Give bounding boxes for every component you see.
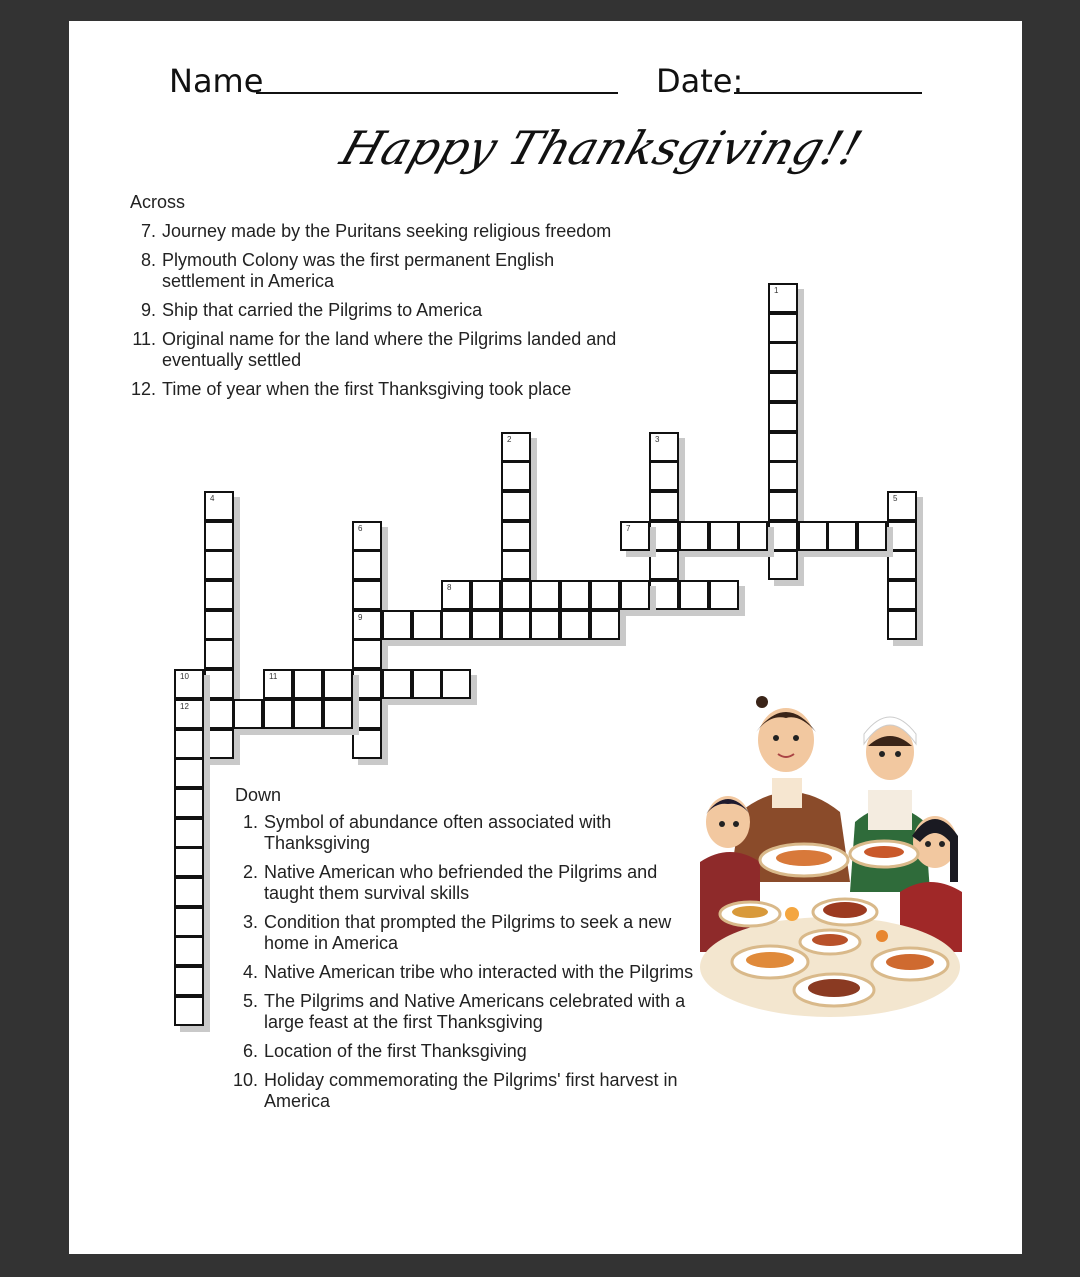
cell-number: 5 [893,494,898,503]
crossword-cell[interactable] [768,550,798,580]
cell-number: 9 [358,613,363,622]
crossword-cell[interactable] [768,402,798,432]
cell-number: 7 [626,524,631,533]
list-item: 2. Native American who befriended the Pilgrims and taught them survival skills [242,862,658,903]
across-clue-list [130,221,620,408]
crossword-cell[interactable] [204,521,234,551]
crossword-cell[interactable] [649,521,679,551]
crossword-cell[interactable] [530,580,560,610]
crossword-cell[interactable] [798,521,828,551]
crossword-cell[interactable] [560,580,590,610]
crossword-cell[interactable] [174,877,204,907]
crossword-cell[interactable] [501,521,531,551]
crossword-cell[interactable] [204,699,234,729]
crossword-cell[interactable] [323,669,353,699]
crossword-cell[interactable] [768,283,798,313]
cell-number: 8 [447,583,452,592]
crossword-cell[interactable] [501,491,531,521]
crossword-cell[interactable] [857,521,887,551]
list-item: 1. Symbol of abundance often associated with Thanksgiving [242,812,612,853]
crossword-cell[interactable] [352,521,382,551]
crossword-cell[interactable] [352,729,382,759]
crossword-cell[interactable] [441,580,471,610]
crossword-cell[interactable] [174,669,204,699]
list-item: 11. Original name for the land where the Pilgrims landed and eventually settled [132,329,617,370]
down-heading: Down [235,785,282,805]
crossword-cell[interactable] [412,610,442,640]
crossword-cell[interactable] [441,610,471,640]
list-item: 5. The Pilgrims and Native Americans celebrated with a large feast at the first Thanksgiving [242,991,686,1032]
crossword-cell[interactable] [441,669,471,699]
crossword-cell[interactable] [887,610,917,640]
page-title [330,96,869,196]
crossword-cell[interactable] [679,580,709,610]
title-text: Happy Thanksgiving!! [334,122,869,176]
crossword-cell[interactable] [471,610,501,640]
cell-number: 4 [210,494,215,503]
crossword-cell[interactable] [412,669,442,699]
crossword-cell[interactable] [590,580,620,610]
crossword-cell[interactable] [887,521,917,551]
crossword-cell[interactable] [382,610,412,640]
name-label: Name [169,62,264,100]
crossword-cell[interactable] [887,580,917,610]
feast-illustration [700,692,962,1017]
cell-number: 6 [358,524,363,533]
list-item: 12. Time of year when the first Thanksgiving took place [130,379,572,399]
list-item: 6. Location of the first Thanksgiving [242,1041,527,1061]
crossword-cell[interactable] [352,699,382,729]
cell-number: 10 [180,672,189,681]
list-item: 8. Plymouth Colony was the first permanent English settlement in America [140,250,555,291]
crossword-cell[interactable] [174,758,204,788]
crossword-cell[interactable] [174,847,204,877]
cell-number: 1 [774,286,779,295]
crossword-cell[interactable] [768,342,798,372]
crossword-cell[interactable] [174,966,204,996]
crossword-cell[interactable] [738,521,768,551]
crossword-cell[interactable] [233,699,263,729]
crossword-cell[interactable] [649,432,679,462]
crossword-cell[interactable] [352,610,382,640]
crossword-cell[interactable] [263,699,293,729]
crossword-cell[interactable] [768,432,798,462]
crossword-cell[interactable] [204,729,234,759]
crossword-cell[interactable] [501,580,531,610]
crossword-cell[interactable] [649,580,679,610]
crossword-cell[interactable] [382,669,412,699]
crossword-cell[interactable] [590,610,620,640]
crossword-cell[interactable] [204,610,234,640]
crossword-cell[interactable] [352,580,382,610]
crossword-cell[interactable] [709,580,739,610]
crossword-cell[interactable] [768,313,798,343]
crossword-cell[interactable] [204,491,234,521]
crossword-cell[interactable] [204,669,234,699]
cell-number: 3 [655,435,660,444]
crossword-cell[interactable] [501,432,531,462]
crossword-cell[interactable] [620,521,650,551]
name-line[interactable] [256,92,618,94]
crossword-cell[interactable] [263,669,293,699]
crossword-cell[interactable] [471,580,501,610]
crossword-cell[interactable] [768,461,798,491]
cell-number: 12 [180,702,189,711]
crossword-cell[interactable] [649,550,679,580]
crossword-cell[interactable] [887,550,917,580]
crossword-cell[interactable] [827,521,857,551]
crossword-cell[interactable] [649,491,679,521]
list-item: 3. Condition that prompted the Pilgrims to seek a new home in America [242,912,672,953]
crossword-cell[interactable] [887,491,917,521]
cell-number: 11 [269,672,278,681]
list-item: 10. Holiday commemorating the Pilgrims' first harvest in America [232,1070,678,1111]
date-line[interactable] [734,92,922,94]
crossword-cell[interactable] [560,610,590,640]
crossword-cell[interactable] [174,936,204,966]
crossword-cell[interactable] [174,907,204,937]
crossword-cell[interactable] [679,521,709,551]
crossword-cell[interactable] [768,491,798,521]
crossword-cell[interactable] [649,461,679,491]
crossword-cell[interactable] [768,372,798,402]
crossword-cell[interactable] [352,550,382,580]
crossword-cell[interactable] [174,996,204,1026]
crossword-cell[interactable] [501,461,531,491]
crossword-cell[interactable] [174,729,204,759]
crossword-cell[interactable] [293,669,323,699]
list-item: 4. Native American tribe who interacted with the Pilgrims [242,962,694,982]
cell-number: 2 [507,435,512,444]
crossword-cell[interactable] [501,610,531,640]
crossword-cell[interactable] [352,669,382,699]
crossword-cell[interactable] [174,788,204,818]
crossword-cell[interactable] [501,550,531,580]
down-clue-list [232,812,697,1120]
crossword-cell[interactable] [352,639,382,669]
crossword-cell[interactable] [323,699,353,729]
list-item: 9. Ship that carried the Pilgrims to America [140,300,483,320]
list-item: 7. Journey made by the Puritans seeking religious freedom [140,221,612,241]
crossword-cell[interactable] [768,521,798,551]
crossword-cell[interactable] [620,580,650,610]
across-heading: Across [130,192,186,212]
crossword-cell[interactable] [204,580,234,610]
crossword-cell[interactable] [204,639,234,669]
crossword-cell[interactable] [174,818,204,848]
crossword-cell[interactable] [293,699,323,729]
crossword-cell[interactable] [530,610,560,640]
date-label: Date: [656,62,744,100]
crossword-cell[interactable] [204,550,234,580]
crossword-cell[interactable] [174,699,204,729]
crossword-cell[interactable] [709,521,739,551]
